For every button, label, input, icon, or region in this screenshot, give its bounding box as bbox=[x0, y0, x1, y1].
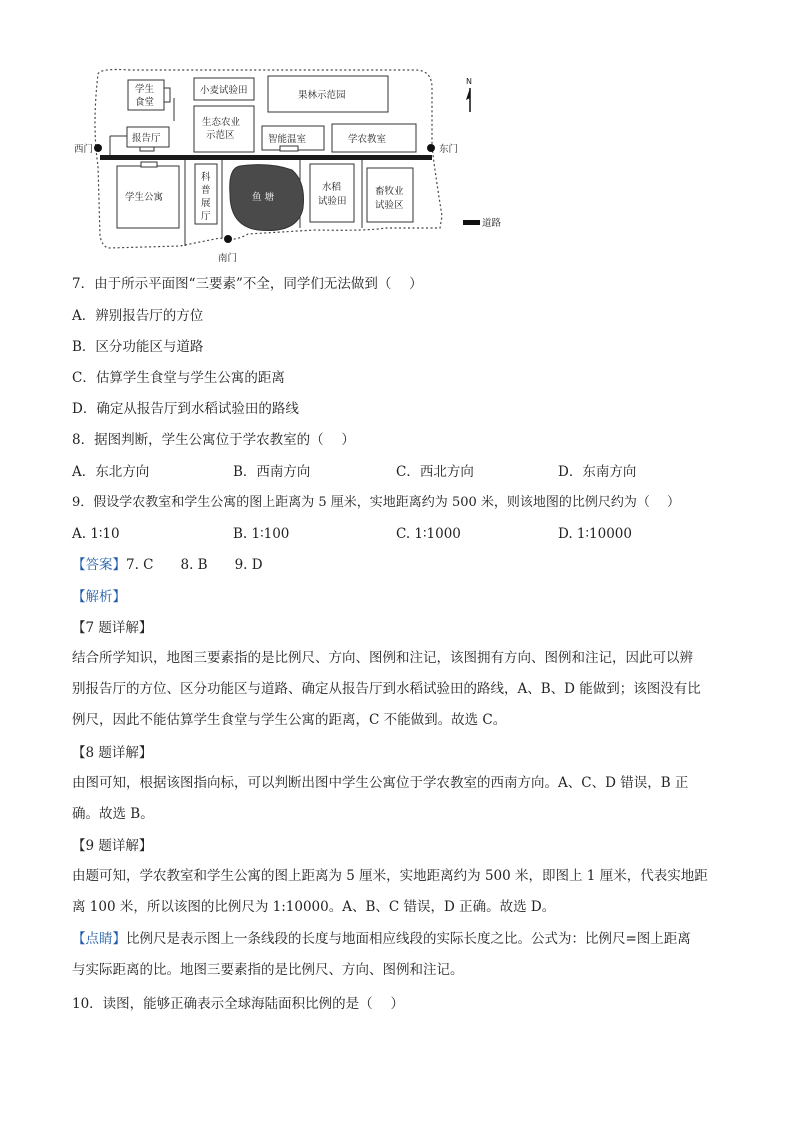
road-legend-icon bbox=[463, 220, 480, 225]
rice-field-label-1: 水稻 bbox=[322, 182, 342, 193]
canteen-label-1: 学生 bbox=[135, 84, 155, 95]
q9-option-c: C. 1∶1000 bbox=[396, 526, 461, 542]
campus-map bbox=[70, 66, 510, 266]
science-hall-label-3: 展 bbox=[201, 198, 211, 209]
q7-option-d: D．确定从报告厅到水稻试验田的路线 bbox=[72, 401, 299, 417]
q7-stem: 7．由于所示平面图“三要素”不全，同学们无法做到（ ） bbox=[72, 276, 423, 292]
report-hall-label: 报告厅 bbox=[132, 133, 161, 144]
q9-option-b: B. 1∶100 bbox=[233, 526, 290, 542]
d8-body bbox=[72, 768, 722, 830]
greenhouse-label: 智能温室 bbox=[268, 134, 307, 145]
eco-area-building bbox=[194, 106, 254, 152]
q8-option-d: D．东南方向 bbox=[558, 464, 637, 480]
tip-line-1 bbox=[72, 924, 722, 955]
north-label: N bbox=[466, 77, 472, 86]
q8-option-b: B．西南方向 bbox=[233, 464, 311, 480]
d9-line-1: 由题可知，学农教室和学生公寓的图上距离为 5 厘米，实地距离约为 500 米，即图上 1 厘米，代表实地距 bbox=[72, 868, 708, 884]
analysis-label: 【解析】 bbox=[72, 589, 126, 605]
science-hall-label-4: 厅 bbox=[201, 211, 211, 222]
d9-line-2: 离 100 米，所以该图的比例尺为 1:10000。A、B、C 错误，D 正确。故选 D。 bbox=[72, 899, 556, 915]
rice-field-building bbox=[310, 164, 354, 222]
d8-line-1: 由图可知，根据该图指向标，可以判断出图中学生公寓位于学农教室的西南方向。A、C、D 错误，B 正 bbox=[72, 775, 689, 791]
d9-body bbox=[72, 861, 722, 923]
q8-stem: 8．据图判断，学生公寓位于学农教室的（ ） bbox=[72, 432, 355, 448]
fishpond-label: 鱼 塘 bbox=[252, 192, 275, 203]
q8-option-a: A．东北方向 bbox=[72, 464, 150, 480]
apartment-label: 学生公寓 bbox=[125, 192, 164, 203]
canteen-label-2: 食堂 bbox=[135, 97, 155, 108]
q7-option-a: A．辨别报告厅的方位 bbox=[72, 308, 204, 324]
d9-heading: 【9 题详解】 bbox=[72, 838, 153, 854]
q9-stem: 9．假设学农教室和学生公寓的图上距离为 5 厘米，实地距离约为 500 米，则该地图的比例尺约为（ ） bbox=[72, 495, 681, 510]
orchard-label: 果林示范园 bbox=[298, 90, 346, 101]
d7-body bbox=[72, 643, 722, 736]
east-gate-label: 东门 bbox=[439, 144, 459, 155]
d7-line-1: 结合所学知识，地图三要素指的是比例尺、方向、图例和注记，该图拥有方向、图例和注记，因此可以辨 bbox=[72, 650, 693, 666]
west-gate-label: 西门 bbox=[74, 144, 94, 155]
science-hall-label-1: 科 bbox=[201, 172, 211, 183]
south-gate-dot bbox=[224, 235, 232, 243]
wheat-field-label: 小麦试验田 bbox=[200, 85, 248, 96]
livestock-label-1: 畜牧业 bbox=[375, 186, 404, 197]
answer-label: 【答案】 bbox=[72, 557, 126, 573]
d8-line-2: 确。故选 B。 bbox=[72, 806, 154, 822]
answer-line bbox=[72, 556, 263, 574]
south-gate-label: 南门 bbox=[218, 253, 238, 264]
tip-text-1: 比例尺是表示图上一条线段的长度与地面相应线段的实际长度之比。公式为：比例尺=图上距离 bbox=[126, 931, 691, 947]
west-gate-dot bbox=[94, 144, 102, 152]
eco-area-label-2: 示范区 bbox=[206, 130, 235, 141]
d7-line-3: 例尺，因此不能估算学生食堂与学生公寓的距离，C 不能做到。故选 C。 bbox=[72, 712, 507, 728]
q7-option-b: B．区分功能区与道路 bbox=[72, 339, 204, 355]
d8-heading: 【8 题详解】 bbox=[72, 745, 153, 761]
d7-heading: 【7 题详解】 bbox=[72, 620, 153, 636]
rice-field-label-2: 试验田 bbox=[318, 196, 347, 207]
d7-line-2: 别报告厅的方位、区分功能区与道路、确定从报告厅到水稻试验田的路线，A、B、D 能做到；该图没有比 bbox=[72, 681, 701, 697]
q7-option-c: C．估算学生食堂与学生公寓的距离 bbox=[72, 370, 285, 386]
eco-area-label-1: 生态农业 bbox=[202, 117, 241, 128]
east-gate-dot bbox=[427, 144, 435, 152]
q8-option-c: C．西北方向 bbox=[396, 464, 474, 480]
campus-map-svg bbox=[70, 66, 510, 266]
q9-option-a: A. 1∶10 bbox=[72, 526, 120, 542]
north-arrow-icon bbox=[466, 88, 470, 112]
science-hall-label-2: 普 bbox=[201, 185, 211, 196]
q10-stem: 10．读图，能够正确表示全球海陆面积比例的是（ ） bbox=[72, 996, 404, 1012]
classroom-label: 学农教室 bbox=[348, 134, 387, 145]
main-road bbox=[100, 155, 432, 160]
tip-body bbox=[72, 924, 722, 986]
tip-line-2: 与实际距离的比。地图三要素指的是比例尺、方向、图例和注记。 bbox=[72, 962, 464, 978]
livestock-label-2: 试验区 bbox=[375, 200, 404, 211]
answer-text: 7. C 8. B 9. D bbox=[126, 557, 263, 573]
road-legend-label: 道路 bbox=[482, 218, 502, 229]
tip-label: 【点睛】 bbox=[72, 931, 126, 947]
q9-option-d: D. 1∶10000 bbox=[558, 526, 632, 542]
